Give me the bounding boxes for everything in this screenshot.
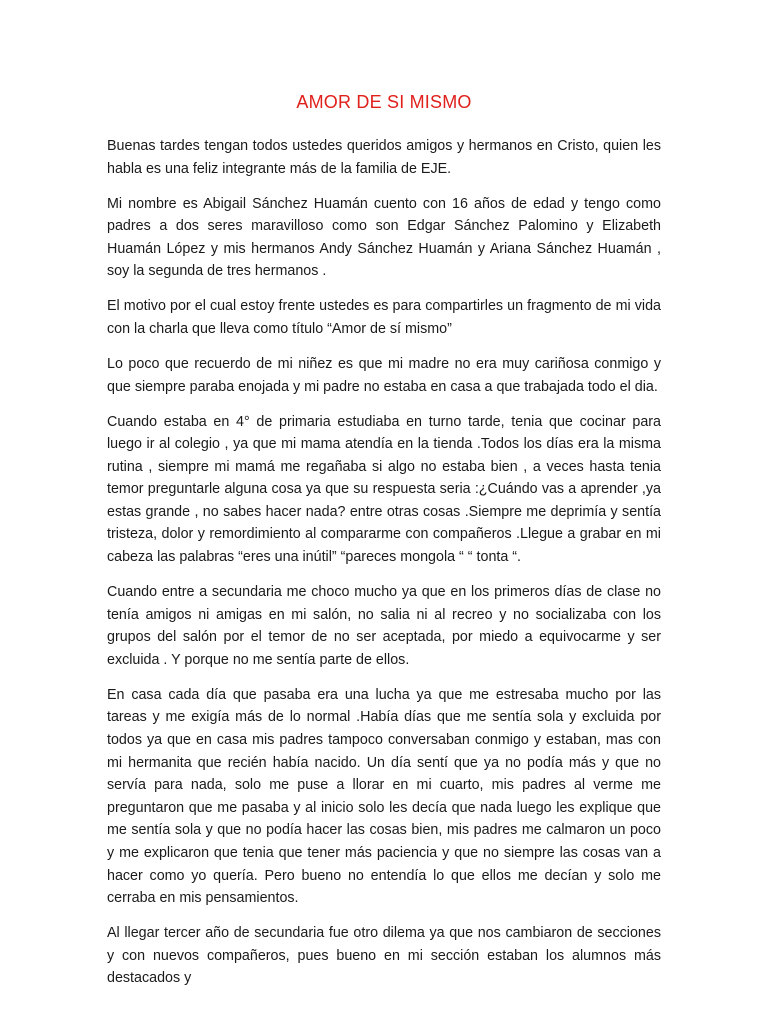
paragraph-home-struggle: En casa cada día que pasaba era una lucha ya que me estresaba mucho por las tareas y me exigía más de lo normal .Había días que me sentía sola y excluida por todos ya que en casa mis padres tampoco conversaban conmigo y estaban, mas con mi hermanita que recién había nacido. Un día sentí que ya no podía más y que no servía para nada, solo me puse a llorar en mi cuarto, mis padres al verme me preguntaron que me pasaba y al inicio solo les decía que nada luego les explique que me sentía sola y que no podía hacer las cosas bien, mis padres me calmaron un poco y me explicaron que tenia que tener más paciencia y que no siempre las cosas van a hacer como yo quería. Pero bueno no entendía lo que ellos me decían y solo me cerraba en mis pensamientos.	[107, 686, 661, 907]
paragraph-third-year: Al llegar tercer año de secundaria fue otro dilema ya que nos cambiaron de secciones y con nuevos compañeros, pues bueno en mi sección estaban los alumnos más destacados y	[107, 925, 661, 987]
paragraph-childhood: Lo poco que recuerdo de mi niñez es que mi madre no era muy cariñosa conmigo y que siempre paraba enojada y mi padre no estaba en casa a que trabajada todo el dia.	[107, 355, 661, 395]
paragraph-greeting: Buenas tardes tengan todos ustedes queridos amigos y hermanos en Cristo, quien les habla es una feliz integrante más de la familia de EJE.	[107, 138, 661, 177]
paragraph-introduction: Mi nombre es Abigail Sánchez Huamán cuento con 16 años de edad y tengo como padres a dos seres maravilloso como son Edgar Sánchez Palomino y Elizabeth Huamán López y mis hermanos Andy Sánchez Huamán y Ariana Sánchez Huamán , soy la segunda de tres hermanos .	[107, 195, 661, 280]
document-title: AMOR DE SI MISMO	[296, 92, 472, 112]
paragraph-secondary-school: Cuando entre a secundaria me choco mucho ya que en los primeros días de clase no tenía amigos ni amigas en mi salón, no salia ni al recreo y no socializaba con los grupos del salón por el temor de no ser aceptada, por miedo a equivocarme y ser excluida . Y porque no me sentía parte de ellos.	[107, 584, 661, 668]
paragraph-primary-school: Cuando estaba en 4° de primaria estudiaba en turno tarde, tenia que cocinar para luego ir al colegio , ya que mi mama atendía en la tienda .Todos los días era la misma rutina , siempre mi mamá me regañaba si algo no estaba bien , a veces hasta tenia temor preguntarle alguna cosa ya que su respuesta seria :¿Cuándo vas a aprender ,ya estas grande , no sabes hacer nada? entre otras cosas .Siempre me deprimía y sentía tristeza, dolor y remordimiento al compararme con compañeros .Llegue a grabar en mi cabeza las palabras “eres una inútil” “pareces mongola “ “ tonta “.	[107, 413, 661, 566]
paragraph-motive: El motivo por el cual estoy frente ustedes es para compartirles un fragmento de mi vida con la charla que lleva como título “Amor de sí mismo”	[107, 298, 661, 337]
